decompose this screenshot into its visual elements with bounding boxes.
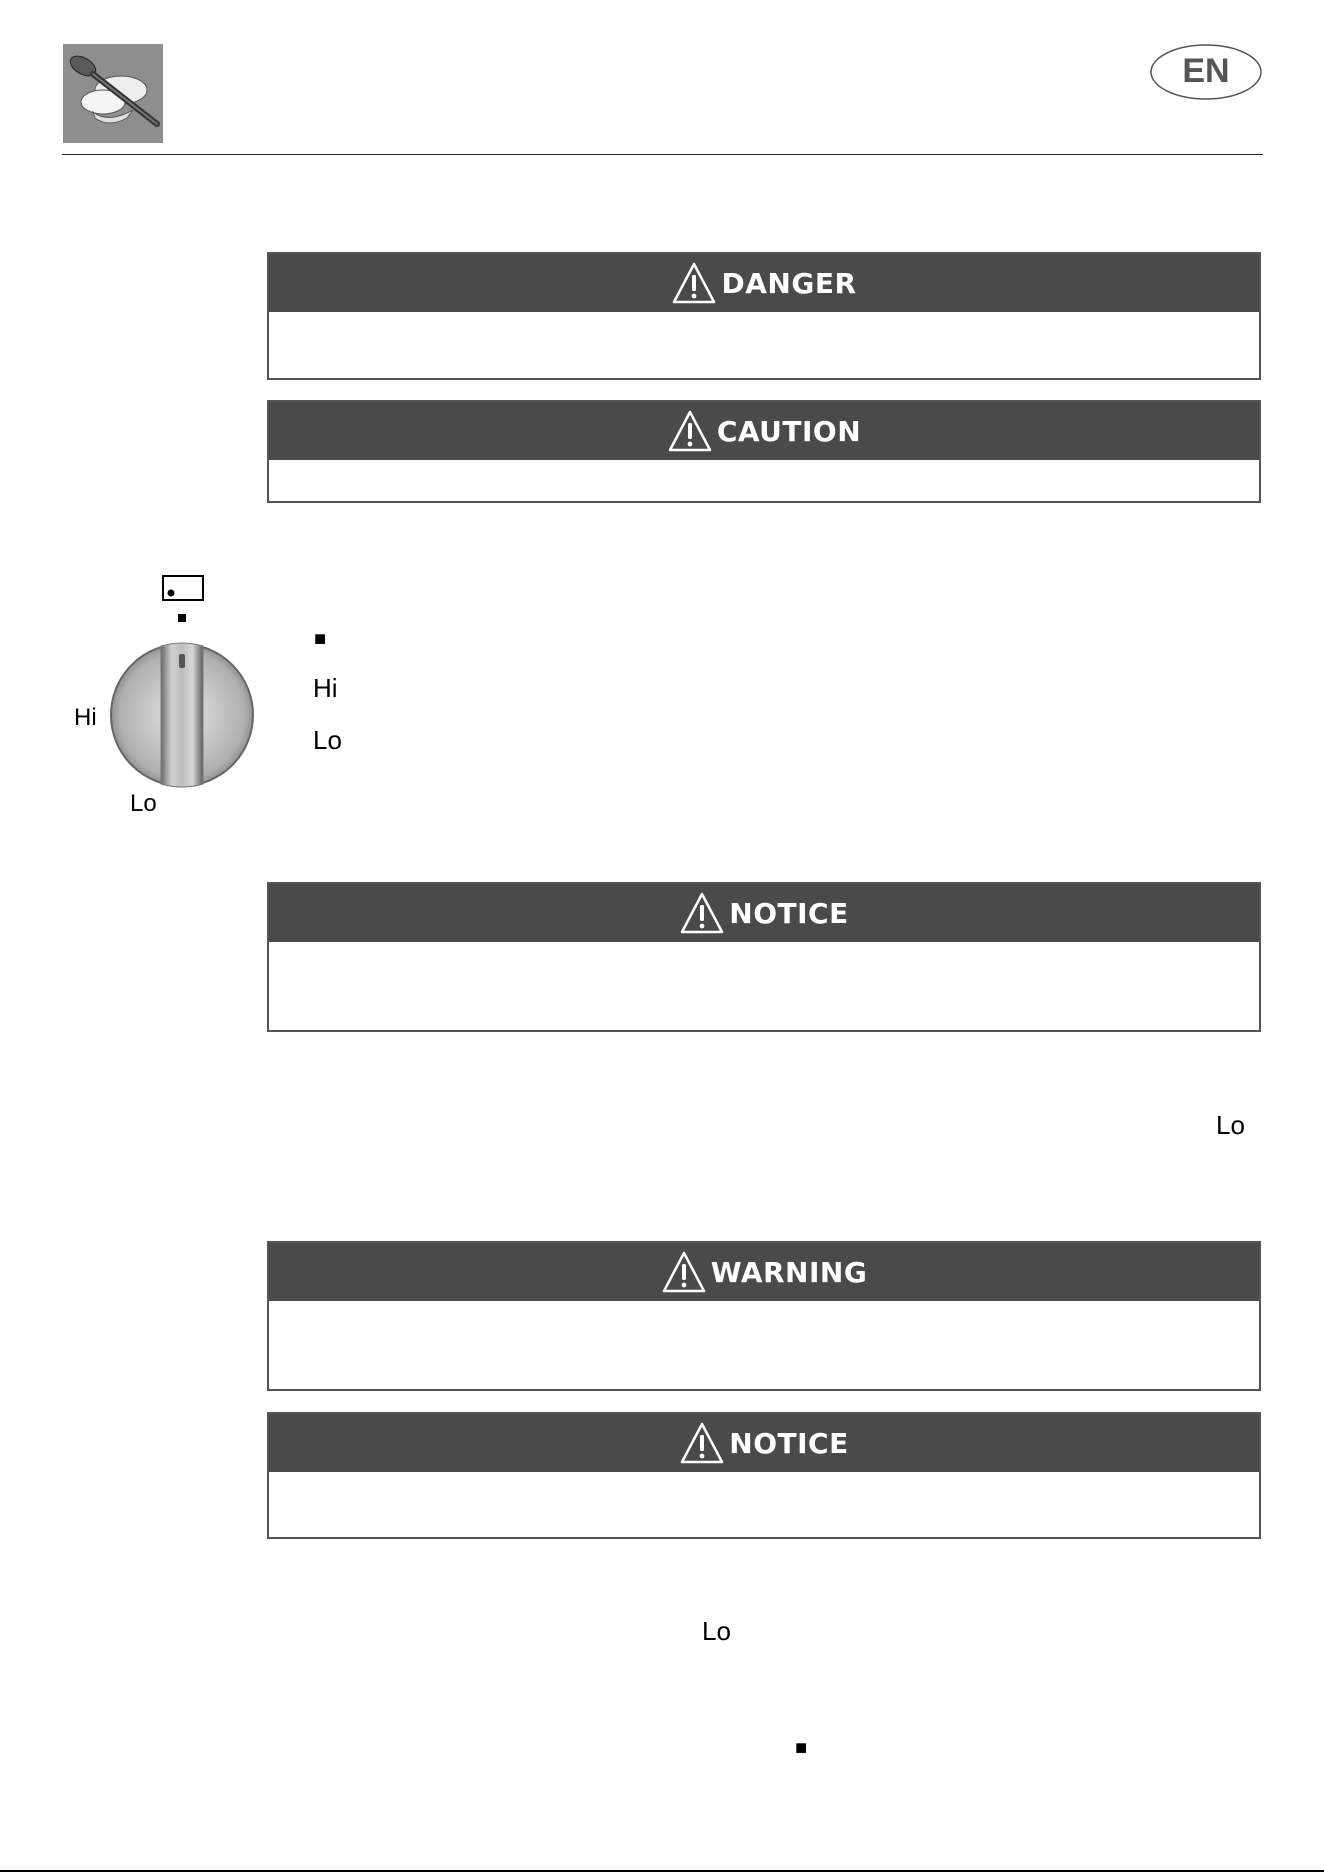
caution-notice [267, 400, 1261, 503]
notice-banner-1 [269, 884, 1259, 942]
warning-triangle-icon [661, 1250, 707, 1294]
chef-spoon-icon [63, 44, 163, 143]
notice-title-1: NOTICE [729, 896, 849, 930]
warning-triangle-icon [671, 261, 717, 305]
control-knob-diagram [60, 570, 270, 830]
cooktop-zone-icon [163, 576, 203, 600]
language-label: EN [1182, 52, 1230, 90]
danger-banner [269, 254, 1259, 312]
notice-box-1 [267, 882, 1261, 1032]
warning-triangle-icon [667, 409, 713, 453]
body-lo-label-2: Lo [702, 1616, 731, 1646]
body-lo-label-1: Lo [1216, 1110, 1245, 1140]
notice-box-2 [267, 1412, 1261, 1539]
warning-title: WARNING [710, 1255, 868, 1289]
legend-hi-label: Hi [313, 673, 338, 703]
warning-banner [269, 1243, 1259, 1301]
warning-notice [267, 1241, 1261, 1391]
legend-lo-label: Lo [313, 725, 342, 755]
notice-title-2: NOTICE [729, 1426, 849, 1460]
off-position-marker [178, 614, 186, 622]
language-badge [1150, 44, 1262, 100]
caution-banner [269, 402, 1259, 460]
danger-notice [267, 252, 1261, 380]
header-divider [62, 154, 1263, 155]
caution-title: CAUTION [716, 414, 862, 448]
danger-title: DANGER [721, 266, 857, 300]
warning-triangle-icon [679, 891, 725, 935]
body-off-symbol: ■ [795, 1737, 808, 1759]
notice-banner-2 [269, 1414, 1259, 1472]
legend-off-symbol: ■ [314, 628, 327, 650]
warning-triangle-icon [679, 1421, 725, 1465]
knob-hi-label: Hi [74, 704, 97, 731]
knob-lo-label: Lo [130, 790, 157, 817]
